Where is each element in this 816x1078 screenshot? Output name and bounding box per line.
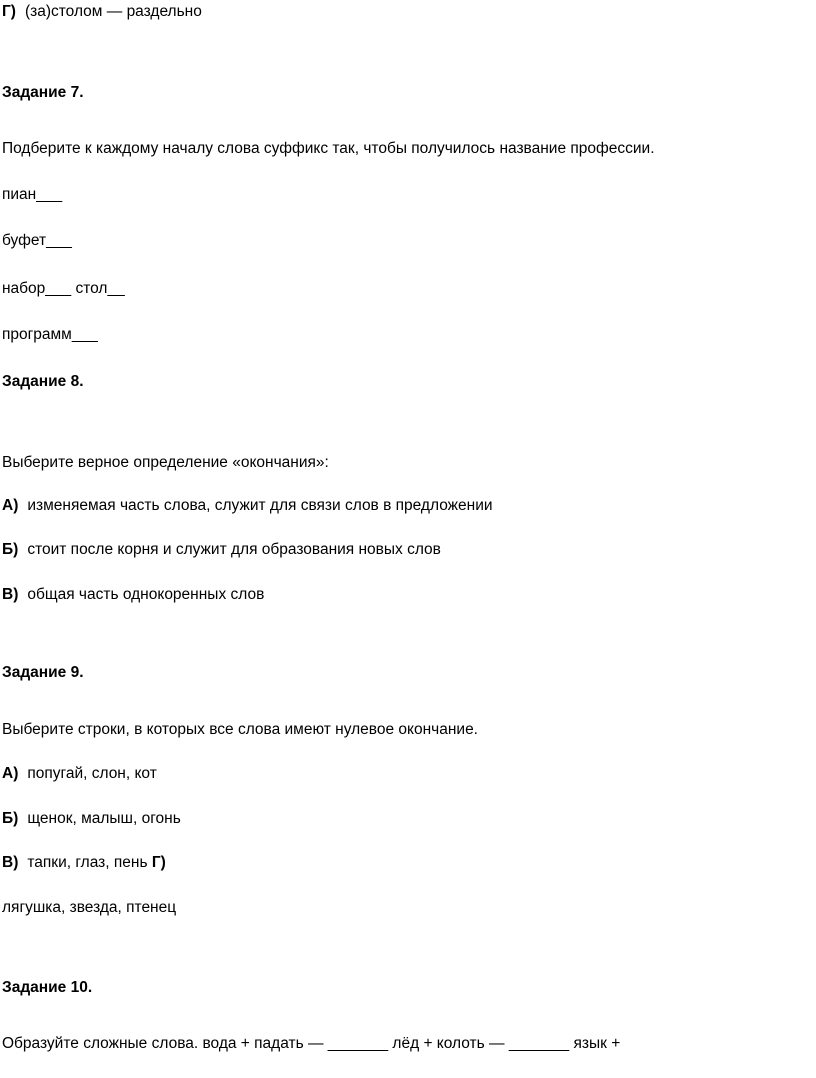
task-9-option-a [2,764,157,784]
task-9-option-v [2,853,166,873]
option-label: А) [2,497,19,514]
option-label: Б) [2,810,19,827]
task-7-heading: Задание 7. [2,84,84,101]
task-8-option-b [2,540,441,560]
task-7-item: программ___ [2,326,98,343]
task-7-item: набор___ стол__ [2,280,125,297]
option-text: тапки, глаз, пень [27,854,148,871]
option-text: попугай, слон, кот [27,765,157,782]
option-label: Г) [151,854,166,871]
option-label: Г) [2,3,16,20]
task-7-item: буфет___ [2,232,72,249]
task-9-heading: Задание 9. [2,664,84,681]
task-10-instruction: Образуйте сложные слова. вода + падать — _______ лёд + колоть — _______ язык + [2,1035,621,1052]
task-9-option-b [2,809,181,829]
task-7-item: пиан___ [2,186,63,203]
task-9-option-g-text: лягушка, звезда, птенец [2,899,177,916]
option-label: Б) [2,541,19,558]
task-9-instruction: Выберите строки, в которых все слова имеют нулевое окончание. [2,721,478,738]
task-8-option-a [2,496,493,516]
option-text: щенок, малыш, огонь [27,810,181,827]
option-g-line [2,2,202,22]
option-text: общая часть однокоренных слов [27,586,265,603]
option-text: изменяемая часть слова, служит для связи слов в предложении [27,497,493,514]
task-8-heading: Задание 8. [2,373,84,390]
option-label: В) [2,586,19,603]
option-label: В) [2,854,19,871]
task-10-heading: Задание 10. [2,979,93,996]
option-text: (за)столом — раздельно [24,3,202,20]
task-8-option-v [2,585,264,605]
option-text: стоит после корня и служит для образования новых слов [27,541,441,558]
option-label: А) [2,765,19,782]
task-7-instruction: Подберите к каждому началу слова суффикс так, чтобы получилось название профессии. [2,140,655,157]
task-8-instruction: Выберите верное определение «окончания»: [2,454,329,471]
